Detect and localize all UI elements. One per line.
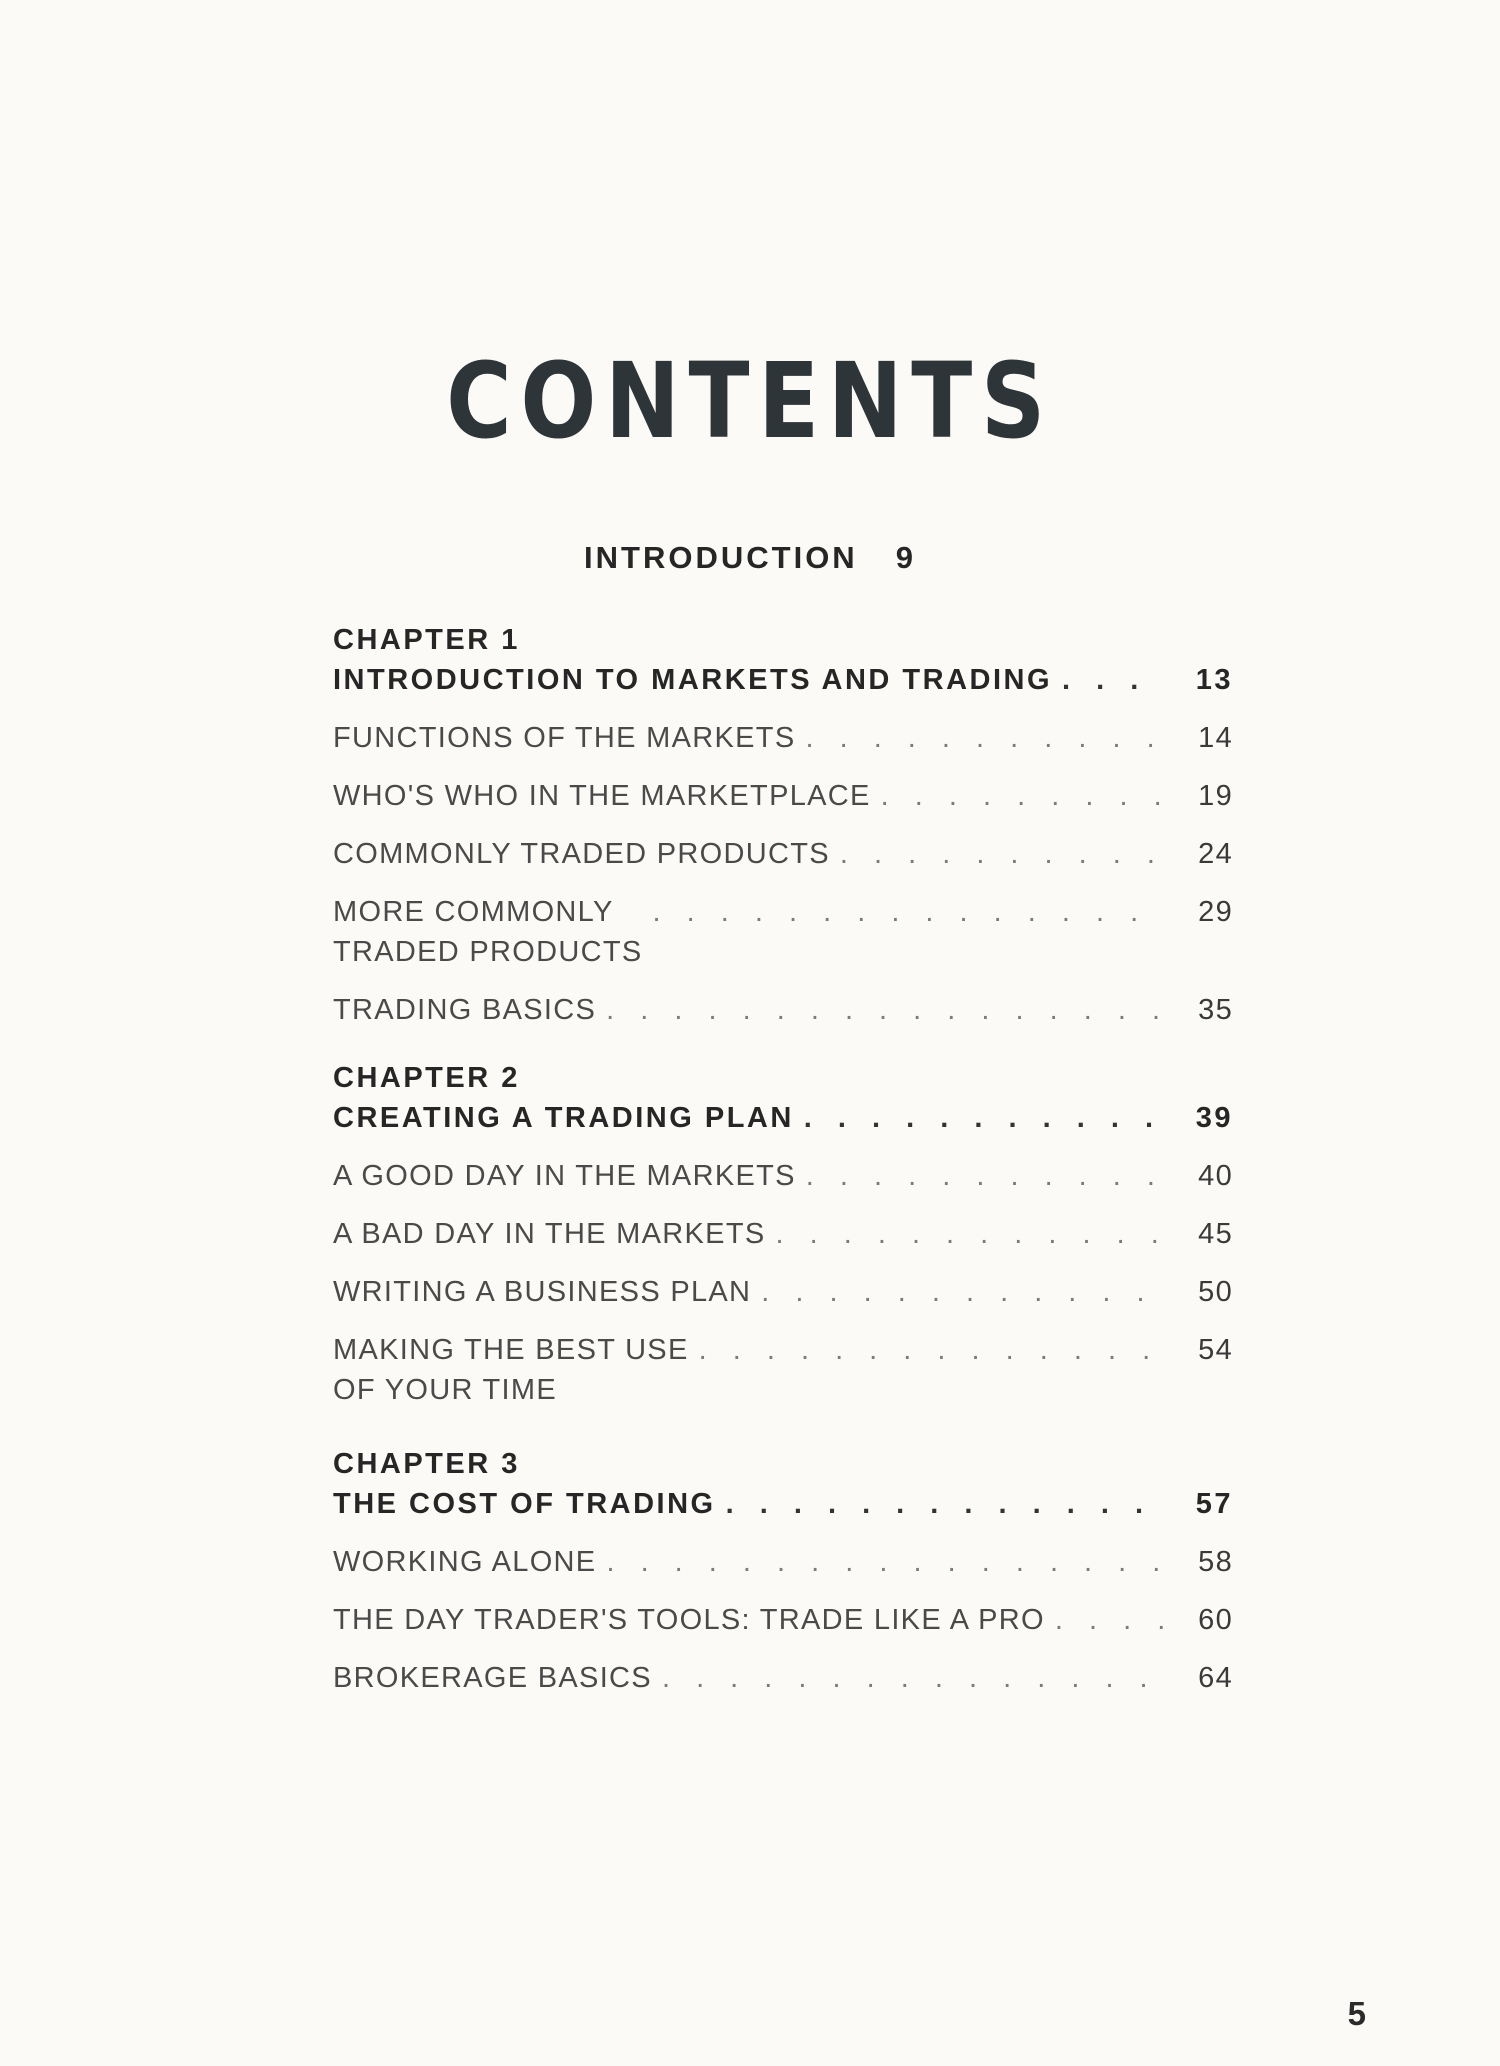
chapter-number: CHAPTER 2 [333, 1062, 520, 1094]
dot-leader [699, 1330, 1163, 1370]
chapter-title: INTRODUCTION TO MARKETS AND TRADING [333, 664, 1053, 696]
chapter-title-entry[interactable] [333, 1484, 1233, 1524]
section-entry[interactable] [333, 892, 1233, 972]
section-title [333, 1330, 689, 1410]
section-page: 50 [1198, 1276, 1233, 1308]
section-entry[interactable] [333, 1156, 1233, 1196]
section-page: 29 [1198, 896, 1233, 928]
dot-leader [804, 1098, 1163, 1138]
dot-leader [840, 834, 1163, 874]
chapter-page: 13 [1195, 664, 1233, 696]
introduction-entry[interactable] [0, 540, 1500, 576]
section-page: 14 [1198, 722, 1233, 754]
chapter-title-entry[interactable] [333, 660, 1233, 700]
section-title: WRITING A BUSINESS PLAN [333, 1276, 752, 1308]
chapter-2-block [333, 1058, 1233, 1428]
page-title: CONTENTS [446, 340, 1054, 462]
section-title: TRADING BASICS [333, 994, 597, 1026]
section-entry[interactable] [333, 1272, 1233, 1312]
section-page: 64 [1198, 1662, 1233, 1694]
dot-leader [1055, 1600, 1163, 1640]
dot-leader [761, 1272, 1163, 1312]
section-entry[interactable] [333, 1600, 1233, 1640]
chapter-title: CREATING A TRADING PLAN [333, 1102, 794, 1134]
section-title-line: OF YOUR TIME [333, 1374, 557, 1406]
section-title: FUNCTIONS OF THE MARKETS [333, 722, 796, 754]
section-entry[interactable] [333, 990, 1233, 1030]
section-page: 19 [1198, 780, 1233, 812]
chapter-page: 57 [1195, 1488, 1233, 1520]
dot-leader [806, 1156, 1163, 1196]
section-title: WHO'S WHO IN THE MARKETPLACE [333, 780, 871, 812]
chapter-number: CHAPTER 3 [333, 1448, 520, 1480]
section-page: 40 [1198, 1160, 1233, 1192]
chapter-3-block [333, 1444, 1233, 1716]
section-title: COMMONLY TRADED PRODUCTS [333, 838, 830, 870]
section-page: 35 [1198, 994, 1233, 1026]
dot-leader [606, 990, 1163, 1030]
section-title-line: TRADED PRODUCTS [333, 936, 643, 968]
section-page: 58 [1198, 1546, 1233, 1578]
dot-leader [1062, 660, 1163, 700]
section-entry[interactable] [333, 718, 1233, 758]
section-title: A GOOD DAY IN THE MARKETS [333, 1160, 796, 1192]
section-entry[interactable] [333, 1658, 1233, 1698]
dot-leader [653, 892, 1163, 932]
section-title [333, 892, 643, 972]
dot-leader [805, 718, 1163, 758]
dot-leader [662, 1658, 1163, 1698]
section-title-line: MORE COMMONLY [333, 896, 614, 928]
section-entry[interactable] [333, 1214, 1233, 1254]
section-page: 45 [1198, 1218, 1233, 1250]
chapter-title-entry[interactable] [333, 1098, 1233, 1138]
section-entry[interactable] [333, 1330, 1233, 1410]
dot-leader [775, 1214, 1163, 1254]
introduction-label: INTRODUCTION [584, 540, 858, 575]
chapter-page: 39 [1195, 1102, 1233, 1134]
section-page: 24 [1198, 838, 1233, 870]
section-title-line: MAKING THE BEST USE [333, 1334, 689, 1366]
dot-leader [881, 776, 1163, 816]
chapter-1-block [333, 620, 1233, 1048]
chapter-number: CHAPTER 1 [333, 624, 520, 656]
section-title: A BAD DAY IN THE MARKETS [333, 1218, 766, 1250]
section-title: BROKERAGE BASICS [333, 1662, 652, 1694]
introduction-page: 9 [895, 540, 916, 575]
dot-leader [726, 1484, 1163, 1524]
section-entry[interactable] [333, 776, 1233, 816]
dot-leader [606, 1542, 1163, 1582]
section-entry[interactable] [333, 1542, 1233, 1582]
section-page: 60 [1198, 1604, 1233, 1636]
chapter-title: THE COST OF TRADING [333, 1488, 716, 1520]
section-entry[interactable] [333, 834, 1233, 874]
section-title: THE DAY TRADER'S TOOLS: TRADE LIKE A PRO [333, 1604, 1045, 1636]
section-page: 54 [1198, 1334, 1233, 1366]
section-title: WORKING ALONE [333, 1546, 597, 1578]
page-number: 5 [1347, 1995, 1366, 2032]
